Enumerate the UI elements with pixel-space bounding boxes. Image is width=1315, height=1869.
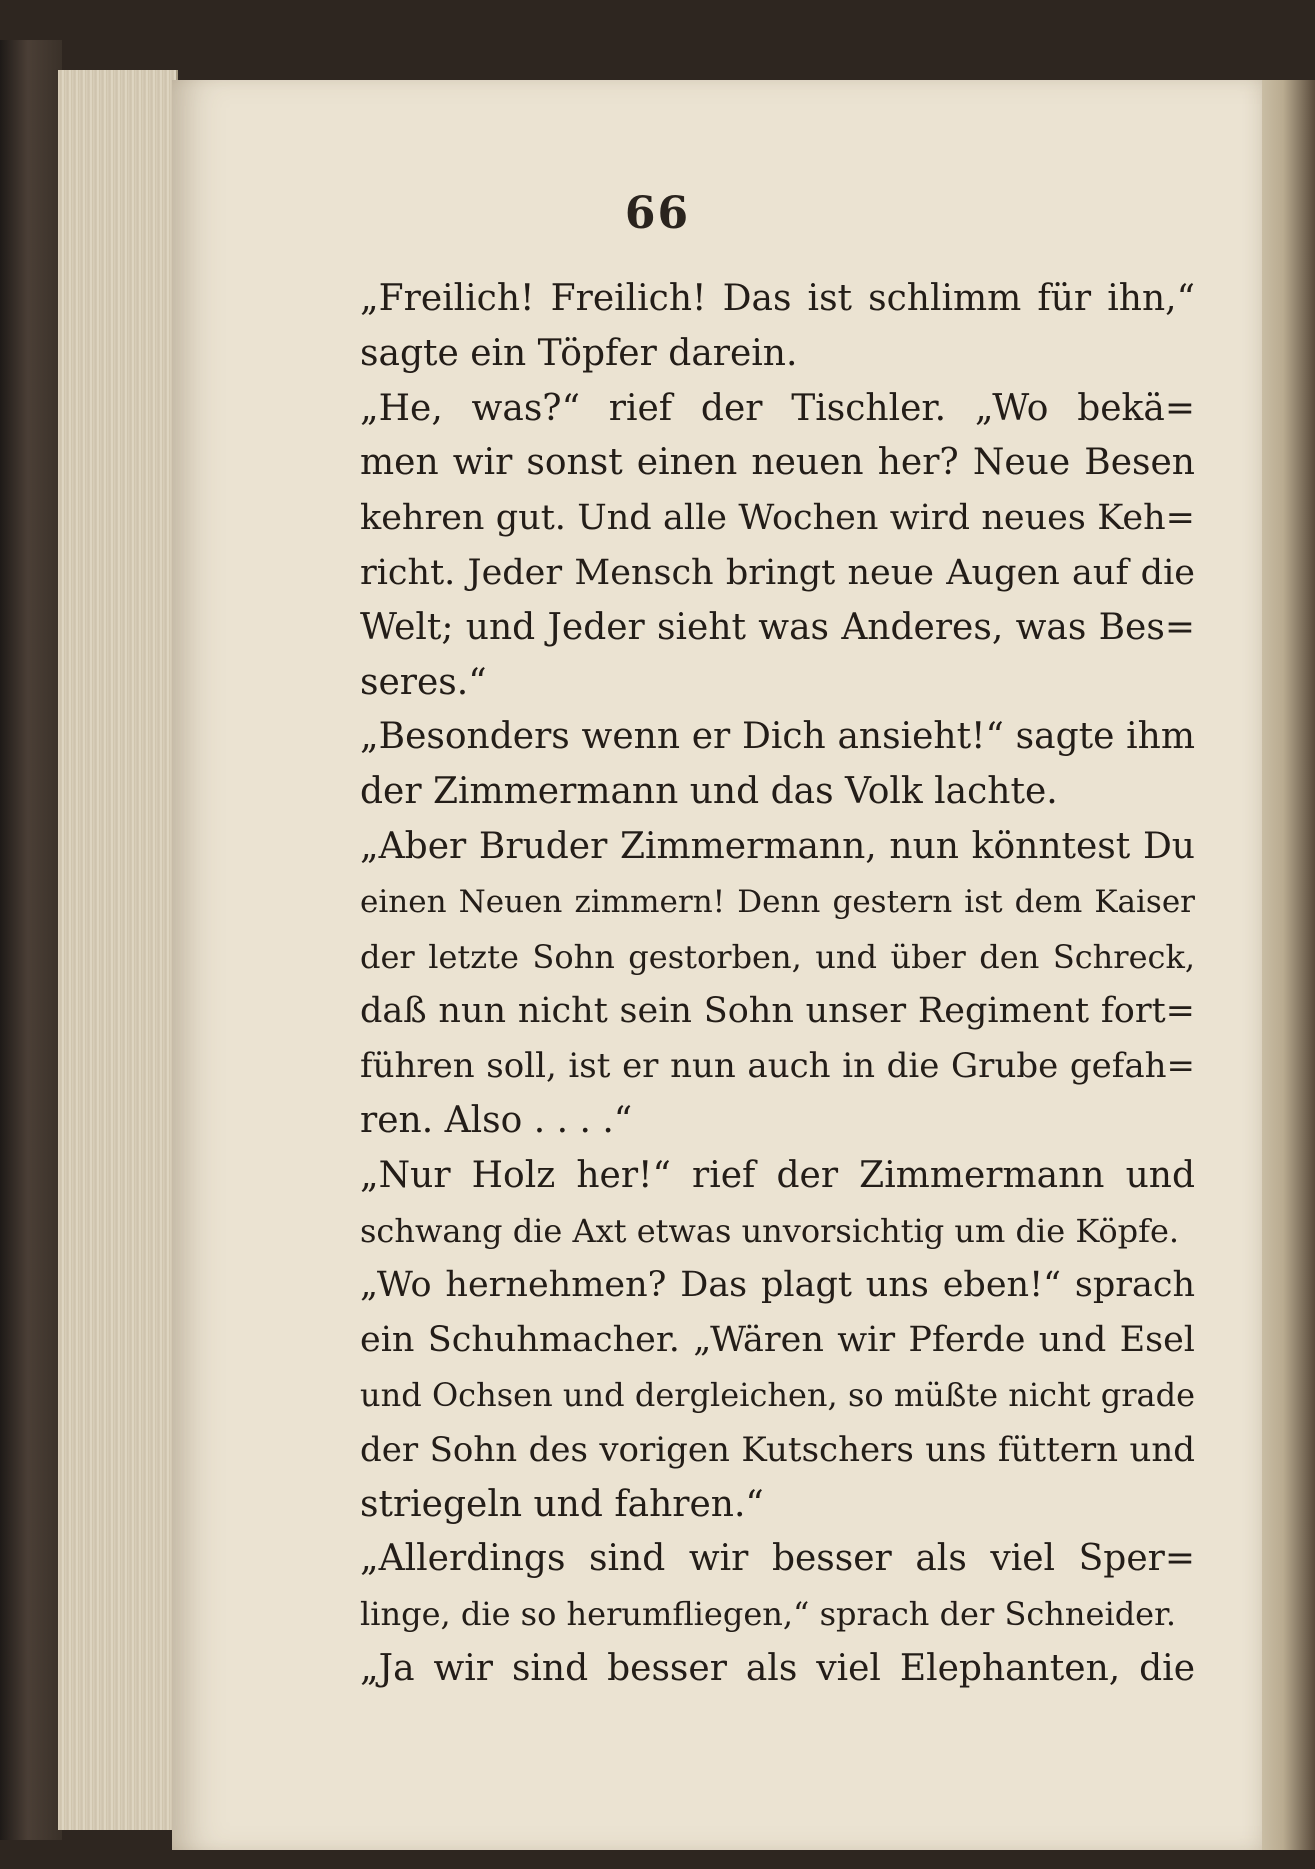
- text-line: daß nun nicht sein Sohn unser Regiment fort=: [360, 991, 1195, 1032]
- text-line: „Ja wir sind besser als viel Elephanten, die: [360, 1647, 1195, 1689]
- text-line: „He, was?“ rief der Tischler. „Wo bekä=: [360, 387, 1195, 429]
- text-line: ein Schuhmacher. „Wären wir Pferde und Esel: [360, 1320, 1195, 1361]
- book-binding: [0, 40, 62, 1840]
- text-line: ren. Also . . . .“: [360, 1099, 633, 1141]
- text-line: richt. Jeder Mensch bringt neue Augen auf die: [360, 552, 1195, 593]
- text-line: sagte ein Töpfer darein.: [360, 332, 798, 374]
- text-line: „Besonders wenn er Dich ansieht!“ sagte ihm: [360, 716, 1195, 758]
- body-text: [360, 272, 1195, 1697]
- text-line: „Aber Bruder Zimmermann, nun könntest Du: [360, 825, 1195, 867]
- text-line: Welt; und Jeder sieht was Anderes, was Bes=: [360, 606, 1195, 648]
- text-line: führen soll, ist er nun auch in die Grube gefah=: [360, 1046, 1195, 1087]
- text-line: der Sohn des vorigen Kutschers uns füttern und: [360, 1429, 1195, 1470]
- text-line: und Ochsen und dergleichen, so müßte nicht grade: [360, 1375, 1195, 1414]
- page-number: 66: [624, 188, 691, 239]
- text-line: striegeln und fahren.“: [360, 1483, 764, 1525]
- text-line: kehren gut. Und alle Wochen wird neues Keh=: [360, 498, 1195, 539]
- text-line: men wir sonst einen neuen her? Neue Besen: [360, 442, 1195, 484]
- text-line: „Freilich! Freilich! Das ist schlimm für ihn,“: [360, 278, 1195, 319]
- text-line: „Nur Holz her!“ rief der Zimmermann und: [360, 1154, 1195, 1196]
- text-line: seres.“: [360, 661, 487, 703]
- text-line: der Zimmermann und das Volk lachte.: [360, 771, 1058, 813]
- page-right-edge: [1262, 80, 1315, 1850]
- page-edges: [58, 70, 178, 1830]
- text-line: linge, die so herumfliegen,“ sprach der Schneider.: [360, 1595, 1177, 1634]
- text-line: der letzte Sohn gestorben, und über den Schreck,: [360, 937, 1195, 976]
- text-line: „Allerdings sind wir besser als viel Sper=: [360, 1538, 1195, 1580]
- text-line: einen Neuen zimmern! Denn gestern ist dem Kaiser: [360, 883, 1195, 920]
- text-line: „Wo hernehmen? Das plagt uns eben!“ sprach: [360, 1265, 1195, 1306]
- text-line: schwang die Axt etwas unvorsichtig um die Köpfe.: [360, 1211, 1180, 1250]
